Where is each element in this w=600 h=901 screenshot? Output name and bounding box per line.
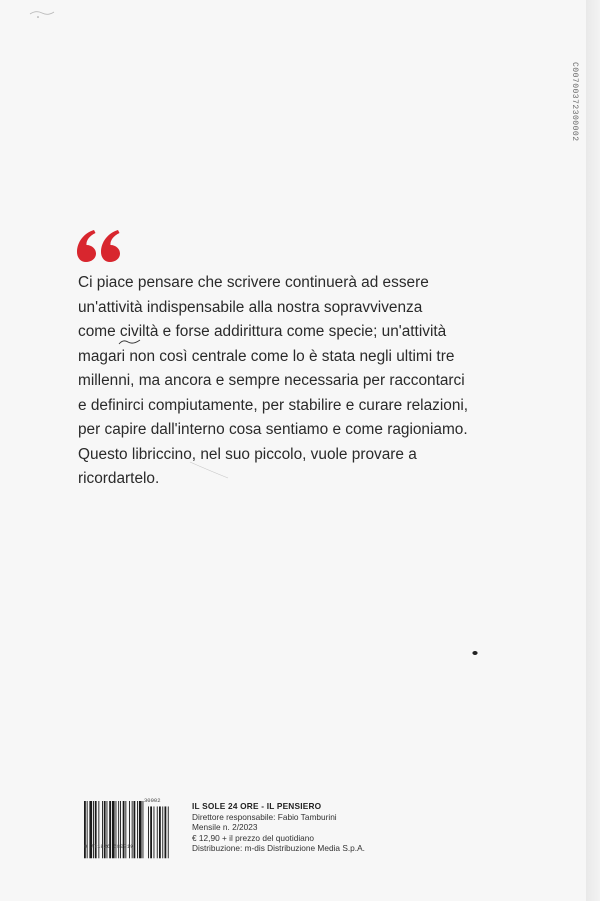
colophon-price: € 12,90 + il prezzo del quotidiano: [192, 832, 315, 843]
scuff-mark: [28, 6, 58, 20]
cover-edge: [586, 0, 600, 901]
quote-mark-left: [77, 230, 96, 262]
dot-mark: [470, 648, 480, 658]
barcode-addon-bar: [150, 806, 152, 858]
barcode-addon-bar: [148, 806, 149, 858]
quote-mark-right: [101, 230, 120, 262]
quote-icon: [76, 228, 124, 264]
barcode-number: 9 771826 580319: [84, 844, 134, 850]
barcode: [84, 801, 180, 861]
colophon-issue: Mensile n. 2/2023: [192, 822, 258, 833]
pen-mark: [118, 337, 142, 347]
side-code: C00700372300002: [570, 62, 579, 142]
colophon-director: Direttore responsabile: Fabio Tamburini: [192, 811, 337, 822]
barcode-addon-bar: [165, 806, 167, 858]
barcode-issue-code: 30002: [144, 797, 161, 804]
barcode-addon-bar: [159, 806, 161, 858]
colophon: [192, 801, 365, 854]
quote-text: Ci piace pensare che scrivere continuerà ad essere un'attività indispensabile alla nostra sopravvivenza come civiltà e forse addirittura come specie; un'attività magari non così centrale come lo è stata negli ultimi tre millenni, ma ancora e sempre necessaria per raccontarci e definirci compiutamente, per stabilire e curare relazioni, per capire dall'interno cosa sentiamo e come ragioniamo. Questo libriccino, nel suo piccolo, vuole provare a ricordartelo.: [78, 274, 469, 487]
colophon-distribution: Distribuzione: m-dis Distribuzione Media S.p.A.: [192, 843, 365, 854]
barcode-addon-bar: [157, 806, 158, 858]
barcode-addon-bar: [162, 806, 163, 858]
barcode-addon-bar: [154, 806, 155, 858]
colophon-title: IL SOLE 24 ORE - IL PENSIERO: [192, 801, 322, 811]
barcode-addon-bar: [168, 806, 169, 858]
